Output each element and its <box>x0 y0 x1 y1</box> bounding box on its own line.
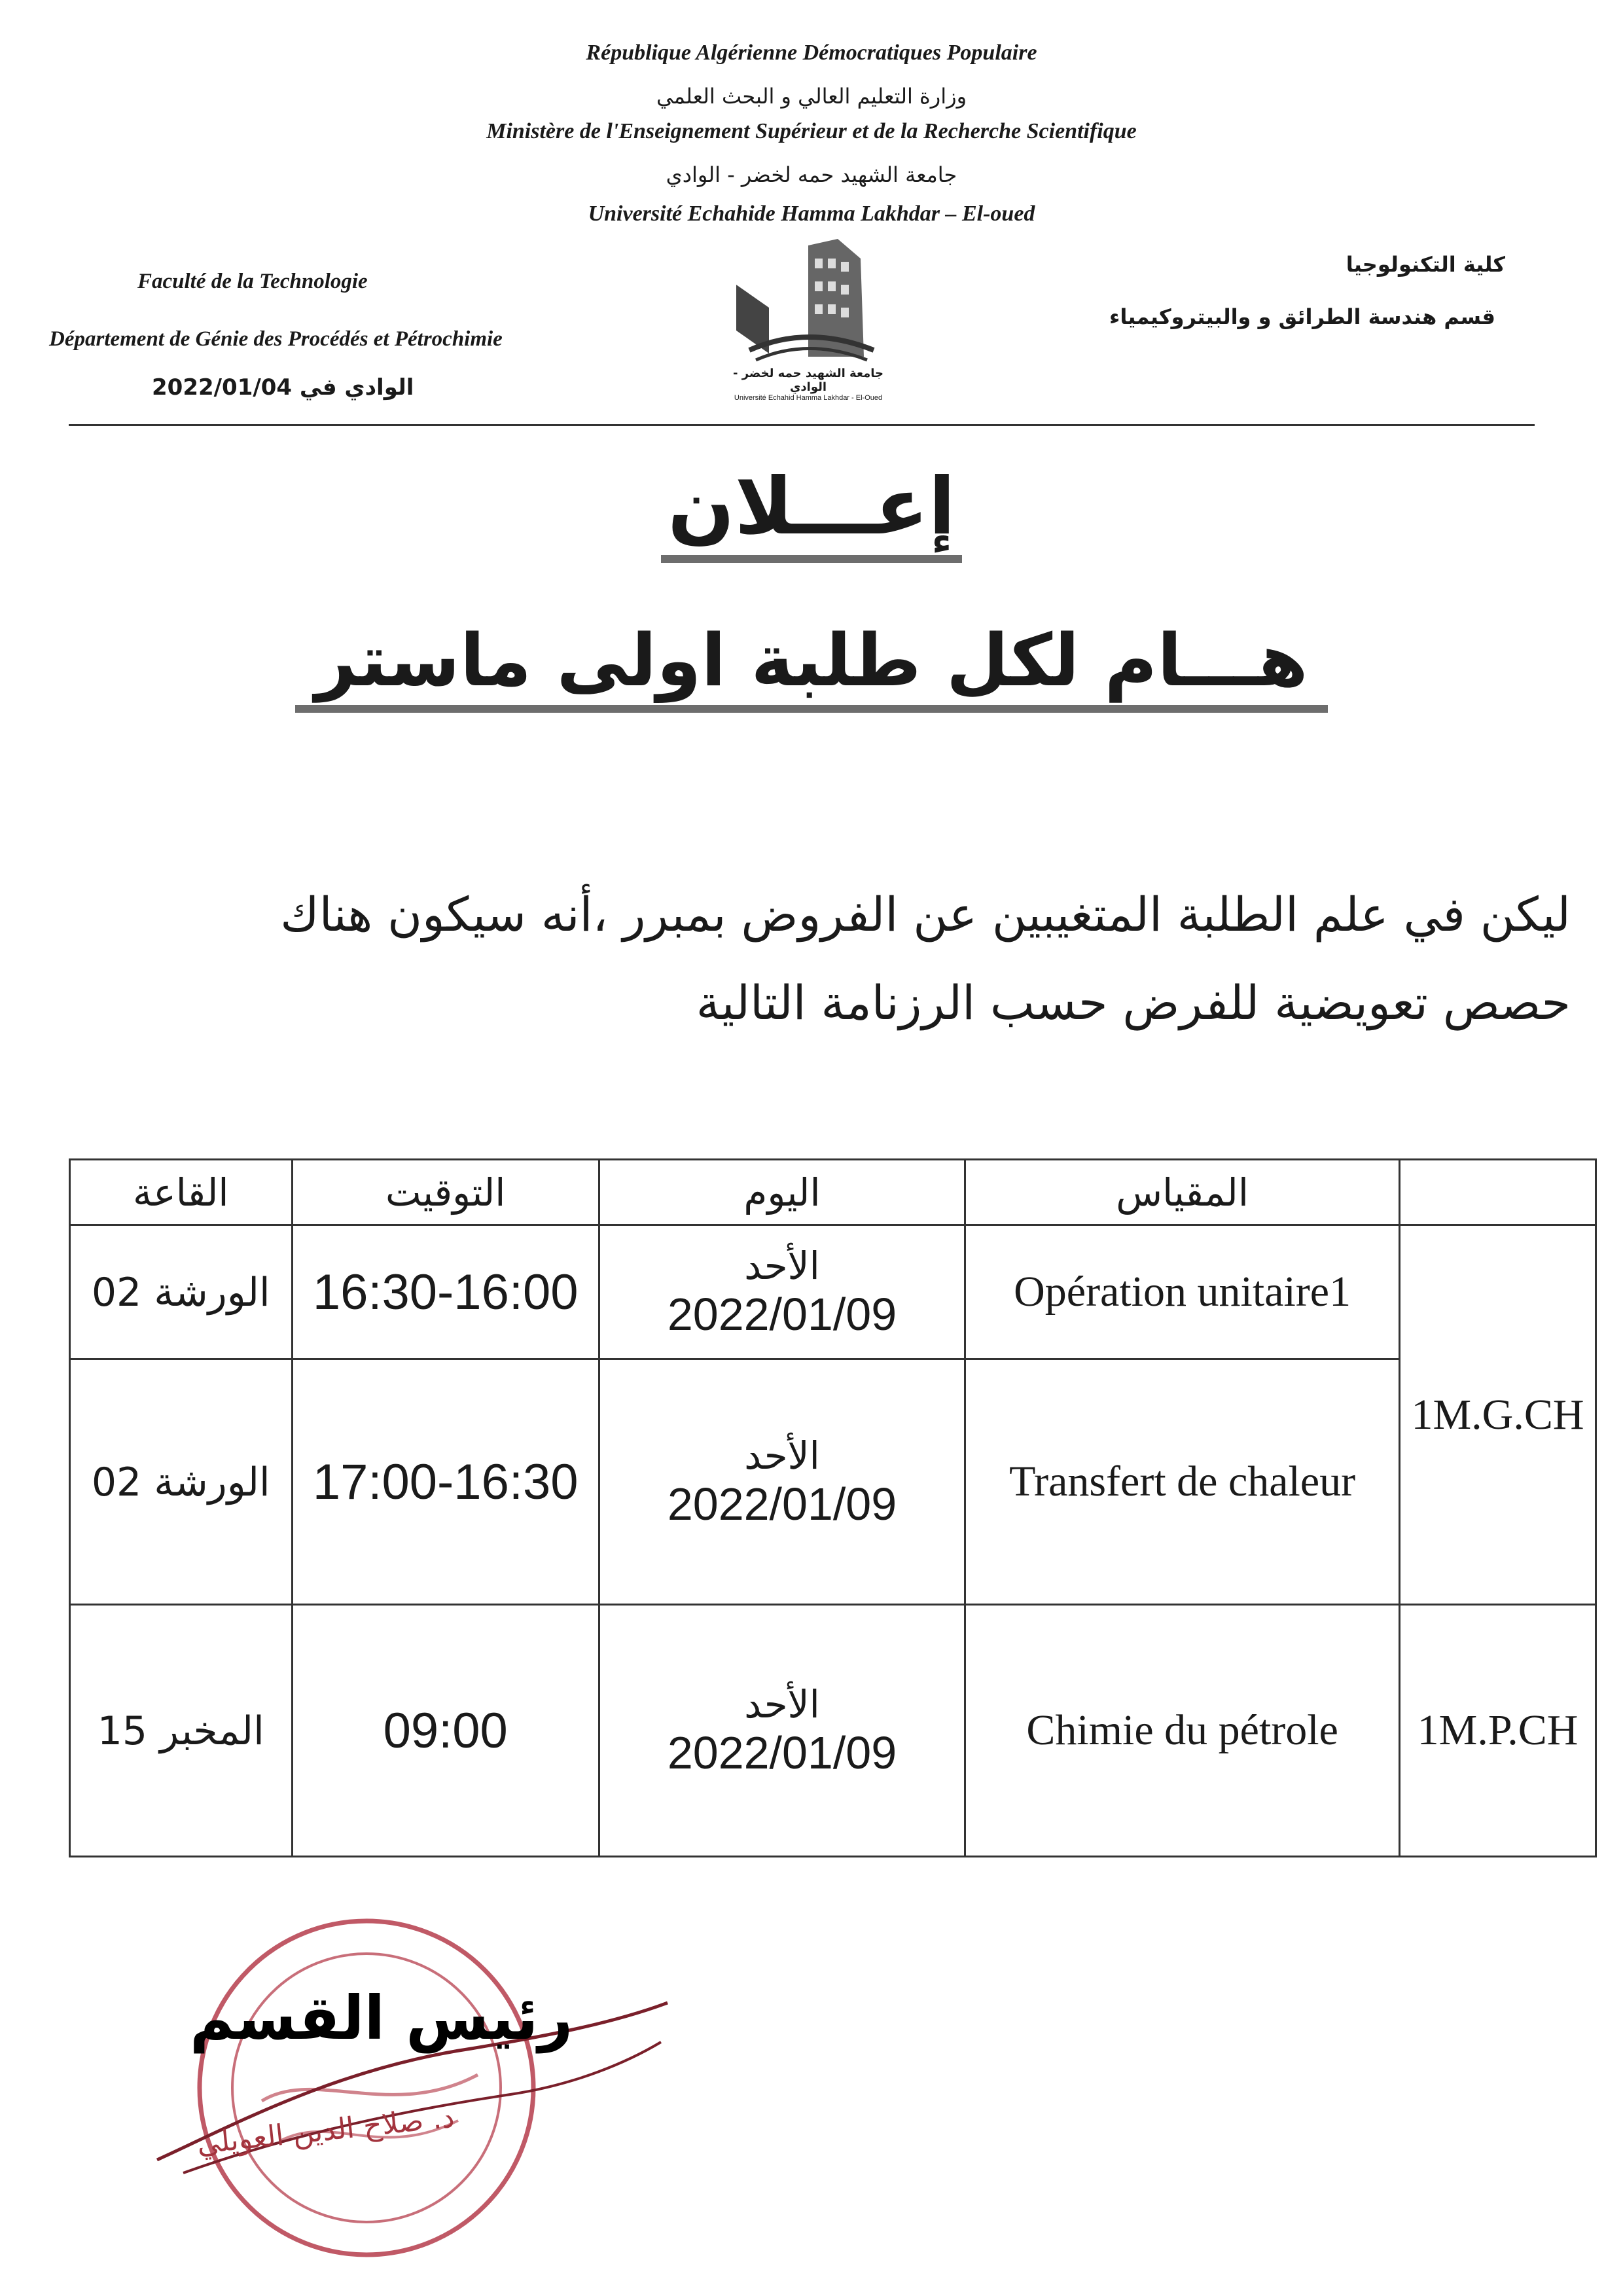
ministry-name-fr: Ministère de l'Enseignement Supérieur et de la Recherche Scientifique <box>486 119 1137 143</box>
day-cell: الأحد 2022/01/09 <box>599 1359 965 1605</box>
module-cell: Transfert de chaleur <box>965 1359 1400 1605</box>
header-module: المقياس <box>965 1160 1400 1225</box>
document-date: الوادي في 2022/01/04 <box>152 374 414 401</box>
header-group <box>1400 1160 1596 1225</box>
university-name-fr: Université Echahide Hamma Lakhdar – El-oued <box>588 202 1035 226</box>
header-time: التوقيت <box>292 1160 599 1225</box>
university-name-ar: جامعة الشهيد حمه لخضر - الوادي <box>666 162 957 187</box>
room-cell: الورشة 02 <box>70 1359 293 1605</box>
signature-title: رئيس القسم <box>190 1983 573 2053</box>
time-cell: 16:30-16:00 <box>292 1225 599 1359</box>
department-name-fr: Département de Génie des Procédés et Pétrochimie <box>49 327 503 351</box>
announcement-subtitle-text: هـــام لكل طلبة اولى ماستر <box>295 619 1327 713</box>
university-building-icon <box>723 232 893 363</box>
university-logo <box>723 232 893 402</box>
module-cell: Opération unitaire1 <box>965 1225 1400 1359</box>
header-room: القاعة <box>70 1160 293 1225</box>
time-cell: 09:00 <box>292 1605 599 1857</box>
group-cell: 1M.G.CH <box>1400 1225 1596 1605</box>
group-cell: 1M.P.CH <box>1400 1605 1596 1857</box>
logo-caption-fr: Université Echahid Hamma Lakhdar - El-Oued <box>734 394 883 402</box>
table-header-row <box>70 1160 1596 1225</box>
signatory-name: د. صلاح الدين العويلي <box>195 2100 456 2161</box>
announcement-title-text: إعـــلان <box>661 461 962 563</box>
announcement-subtitle <box>0 619 1623 702</box>
table-row <box>70 1359 1596 1605</box>
time-cell: 17:00-16:30 <box>292 1359 599 1605</box>
republic-name-fr: République Algérienne Démocratiques Populaire <box>586 41 1037 65</box>
department-name-ar: قسم هندسة الطرائق و والبيتروكيمياء <box>1109 304 1495 329</box>
room-cell: الورشة 02 <box>70 1225 293 1359</box>
table-row <box>70 1225 1596 1359</box>
room-cell: المخبر 15 <box>70 1605 293 1857</box>
announcement-title <box>0 461 1623 552</box>
body-line-1: ليكن في علم الطلبة المتغيبين عن الفروض بمبرر ،أنه سيكون هناك <box>280 887 1571 942</box>
header-divider <box>69 424 1535 426</box>
day-cell: الأحد 2022/01/09 <box>599 1225 965 1359</box>
body-line-2: حصص تعويضية للفرض حسب الرزنامة التالية <box>696 975 1571 1030</box>
faculty-name-ar: كلية التكنولوجيا <box>1346 252 1505 277</box>
schedule-table <box>69 1158 1597 1857</box>
day-cell: الأحد 2022/01/09 <box>599 1605 965 1857</box>
faculty-name-fr: Faculté de la Technologie <box>137 270 368 293</box>
ministry-name-ar: وزارة التعليم العالي و البحث العلمي <box>656 84 967 109</box>
table-row <box>70 1605 1596 1857</box>
module-cell: Chimie du pétrole <box>965 1605 1400 1857</box>
header-day: اليوم <box>599 1160 965 1225</box>
logo-caption-ar: جامعة الشهيد حمه لخضر - الوادي <box>733 367 883 394</box>
announcement-body <box>98 870 1571 1047</box>
